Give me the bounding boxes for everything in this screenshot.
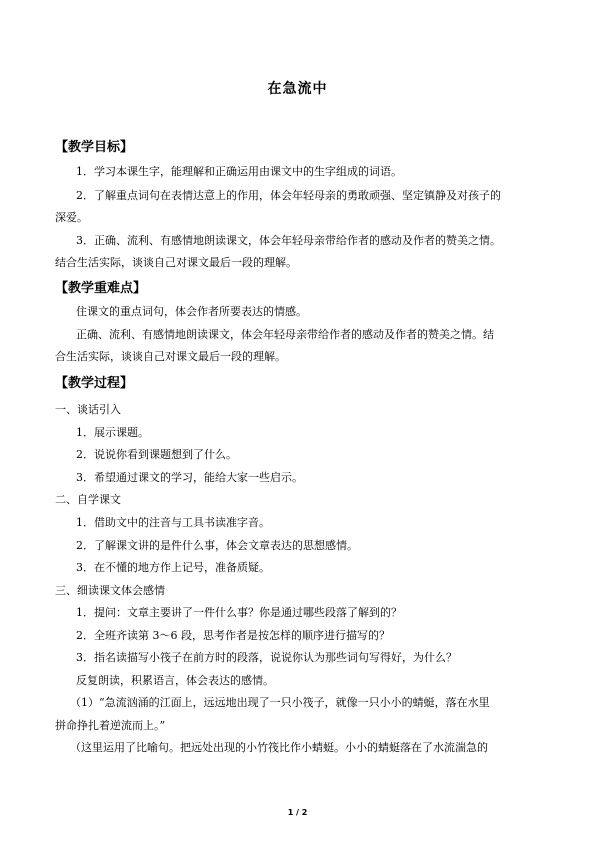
paragraph-line: 3．正确、流利、有感情地朗读课文，体会年轻母亲带给作者的感动及作者的赞美之情。 bbox=[76, 234, 501, 247]
paragraph-line: 合生活实际，谈谈自己对课文最后一段的理解。 bbox=[55, 350, 286, 363]
paragraph-line: （这里运用了比喻句。把远处出现的小竹筏比作小蜻蜓。小小的蜻蜓落在了水流湍急的 bbox=[70, 741, 488, 754]
paragraph-line: （1）“急流汹涌的江面上，远远地出现了一只小筏子，就像一只小小的蜻蜓，落在水里 bbox=[70, 696, 490, 709]
paragraph-line: 1．学习本课生字，能理解和正确运用由课文中的生字组成的词语。 bbox=[76, 165, 402, 178]
paragraph-line: 2．了解重点词句在表情达意上的作用，体会年轻母亲的勇敢顽强、坚定镇静及对孩子的 bbox=[76, 189, 501, 202]
list-item: 3．在不懂的地方作上记号，准备质疑。 bbox=[76, 561, 270, 574]
list-item: 3．指名读描写小筏子在前方时的段落，说说你认为那些词句写得好，为什么？ bbox=[76, 651, 457, 664]
section-heading-line: 一、谈话引入 bbox=[55, 403, 121, 416]
section-heading-line: 三、细读课文体会感情 bbox=[55, 584, 165, 597]
key-points-heading: 【教学重难点】 bbox=[55, 281, 147, 296]
list-item: 1．提问：文章主要讲了一件什么事？你是通过哪些段落了解到的？ bbox=[76, 606, 402, 619]
list-item: 2．全班齐读第 3～6 段，思考作者是按怎样的顺序进行描写的？ bbox=[76, 629, 390, 642]
paragraph-line: 反复朗读，积累语言，体会表达的感情。 bbox=[76, 674, 274, 687]
list-item: 2．了解课文讲的是件什么事，体会文章表达的思想感情。 bbox=[76, 539, 358, 552]
list-item: 2．说说你看到课题想到了什么。 bbox=[76, 448, 237, 461]
paragraph-line: 结合生活实际，谈谈自己对课文最后一段的理解。 bbox=[55, 256, 297, 269]
goals-heading: 【教学目标】 bbox=[55, 140, 134, 155]
list-item: 3．希望通过课文的学习，能给大家一些启示。 bbox=[76, 471, 303, 484]
list-item: 1．展示课题。 bbox=[76, 426, 149, 439]
paragraph-line: 住课文的重点词句，体会作者所要表达的情感。 bbox=[76, 305, 307, 318]
section-heading-line: 二、自学课文 bbox=[55, 493, 121, 506]
page-number: 1 / 2 bbox=[287, 808, 308, 817]
paragraph-line: 正确、流利、有感情地朗读课文，体会年轻母亲带给作者的感动及作者的赞美之情。结 bbox=[76, 328, 494, 341]
paragraph-line: 深爱。 bbox=[55, 211, 88, 224]
page-title: 在急流中 bbox=[267, 81, 328, 97]
list-item: 1．借助文中的注音与工具书读准字音。 bbox=[76, 516, 270, 529]
paragraph-line: 拼命挣扎着逆流而上。” bbox=[55, 719, 166, 732]
process-heading: 【教学过程】 bbox=[55, 376, 134, 391]
